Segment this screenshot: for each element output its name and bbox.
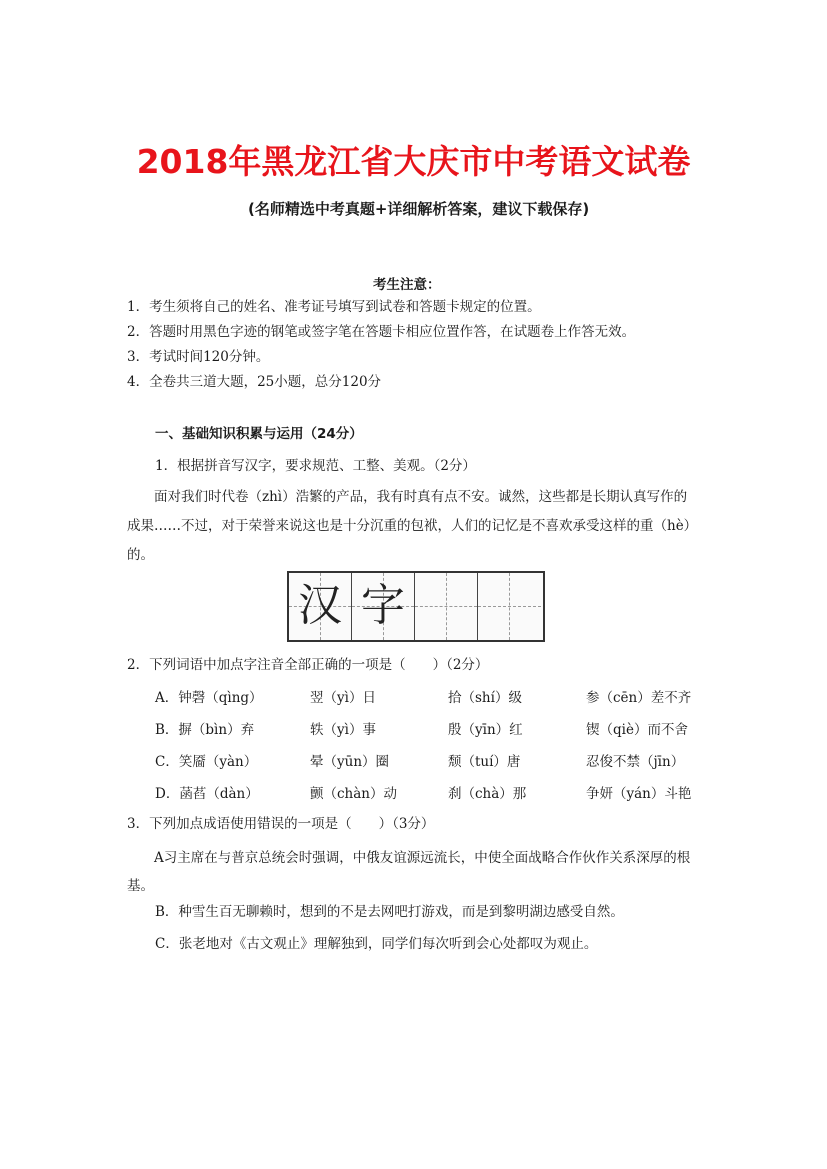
- question-2-stem: 2．下列词语中加点字注音全部正确的一项是（ ）（2分）: [127, 657, 489, 673]
- option-term: 争妍（yán）斗艳: [586, 786, 692, 802]
- question-2-option-d: [155, 782, 715, 804]
- grid-char: 字: [361, 580, 405, 631]
- option-term: A．钟磬（qìng）: [155, 690, 263, 706]
- section-heading: 一、基础知识积累与运用（24分）: [155, 426, 363, 442]
- exam-subtitle: (名师精选中考真题+详细解析答案，建议下载保存): [248, 200, 590, 218]
- option-term: B．摒（bìn）弃: [155, 722, 255, 738]
- question-1-passage: 面对我们时代卷（zhì）浩繁的产品，我有时真有点不安。诚然，这些都是长期认真写作的成果……不过，对于荣誉来说这也是十分沉重的包袱，人们的记忆是不喜欢承受这样的重（hè）的。: [127, 489, 691, 563]
- question-3-option-b: B．种雪生百无聊赖时，想到的不是去网吧打游戏，而是到黎明湖边感受自然。: [155, 904, 624, 920]
- option-term: 晕（yūn）圈: [310, 754, 390, 770]
- notice-heading: 考生注意：: [373, 277, 441, 293]
- question-3-option-a: A习主席在与普京总统会时强调，中俄友谊源远流长，中使全面战略合作伙作关系深厚的根基。: [127, 850, 691, 894]
- option-term: 忍俊不禁（jīn）: [586, 754, 685, 770]
- option-term: 参（cēn）差不齐: [586, 690, 692, 706]
- notice-item: 4．全卷共三道大题，25小题，总分120分: [127, 374, 382, 390]
- option-term: 锲（qiè）而不舍: [586, 722, 688, 738]
- question-2-option-a: [155, 686, 715, 708]
- grid-cell: [352, 573, 415, 640]
- grid-cell: [478, 573, 541, 640]
- notice-item: 3．考试时间120分钟。: [127, 349, 270, 365]
- question-3-option-c: C．张老地对《古文观止》理解独到，同学们每次听到会心处都叹为观止。: [155, 936, 598, 952]
- option-term: 轶（yì）事: [310, 722, 376, 738]
- question-2-option-b: [155, 718, 715, 740]
- option-term: 颓（tuí）唐: [448, 754, 521, 770]
- exam-title: 2018年黑龙江省大庆市中考语文试卷: [136, 142, 691, 181]
- question-3-stem: 3．下列加点成语使用错误的一项是（ ）（3分）: [127, 816, 435, 832]
- option-term: 翌（yì）日: [310, 690, 376, 706]
- notice-item: 1．考生须将自己的姓名、准考证号填写到试卷和答题卡规定的位置。: [127, 299, 541, 315]
- character-writing-grid: [287, 571, 545, 642]
- option-term: D．菡萏（dàn）: [155, 786, 259, 802]
- grid-cell: [415, 573, 478, 640]
- notice-item: 2．答题时用黑色字迹的钢笔或签字笔在答题卡相应位置作答，在试题卷上作答无效。: [127, 324, 636, 340]
- option-term: C．笑靥（yàn）: [155, 754, 258, 770]
- option-term: 拾（shí）级: [448, 690, 522, 706]
- grid-cell: [289, 573, 352, 640]
- grid-char: 汉: [298, 580, 342, 631]
- option-term: 刹（chà）那: [448, 786, 527, 802]
- question-1-stem: 1．根据拼音写汉字，要求规范、工整、美观。（2分）: [155, 458, 476, 474]
- option-term: 颤（chàn）动: [310, 786, 397, 802]
- option-term: 殷（yīn）红: [448, 722, 523, 738]
- question-2-option-c: [155, 750, 715, 772]
